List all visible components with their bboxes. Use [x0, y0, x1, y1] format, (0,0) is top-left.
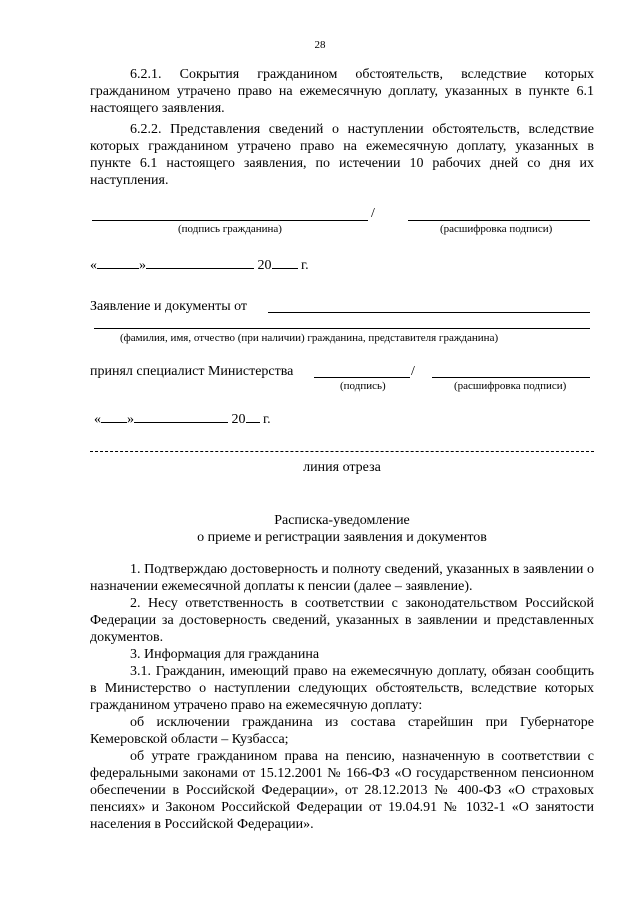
receipt-title: Расписка-уведомление [274, 513, 410, 528]
paragraph-6-2-2: 6.2.2. Представления сведений о наступлении обстоятельств, вследствие которых гражданином утрачено право на ежемесячную доплату, указанных в пункте 6.1 настоящего заявления, по истечении 10 рабочих дней со дня их наступления. [90, 122, 594, 188]
date-close-quote: » [139, 258, 146, 273]
month-blank [146, 256, 254, 269]
specialist-signature-line [314, 377, 410, 378]
specialist-slash: / [411, 364, 415, 379]
caption-specialist-signature: (подпись) [340, 380, 386, 392]
caption-specialist-decoding: (расшифровка подписи) [454, 380, 567, 392]
date-open-quote: « [94, 412, 101, 427]
month-blank [134, 410, 228, 423]
receipt-item-3-1: 3.1. Гражданин, имеющий право на ежемесячную доплату, обязан сообщить в Министерство о наступлении следующих обстоятельств, вследствие которых гражданином утрачено право на ежемесячную доплату: [90, 664, 594, 713]
receipt-subtitle: о приеме и регистрации заявления и документов [197, 530, 487, 545]
caption-citizen-signature: (подпись гражданина) [178, 223, 282, 235]
date-close-quote: » [127, 412, 134, 427]
decoding-line-citizen [408, 220, 590, 221]
receipt-item-2: 2. Несу ответственность в соответствии с законодательством Российской Федерации за достоверность сведений, указанных в заявлении и представленных документов. [90, 596, 594, 645]
cut-line [90, 451, 594, 452]
year-prefix: 20 [257, 258, 272, 273]
year-suffix: г. [301, 258, 309, 273]
fio-line [94, 328, 590, 329]
signature-line-citizen [92, 220, 368, 221]
day-blank [97, 256, 139, 269]
date-line-2 [94, 410, 271, 428]
year-prefix: 20 [231, 412, 246, 427]
receipt-item-3: 3. Информация для гражданина [130, 647, 320, 662]
signature-slash: / [371, 206, 375, 221]
application-from-line [268, 312, 590, 313]
day-blank [101, 410, 127, 423]
cut-line-label: линия отреза [303, 460, 381, 475]
receipt-item-pension: об утрате гражданином права на пенсию, назначенную в соответствии с федеральными законами от 15.12.2001 № 166-ФЗ «О государственном пенсионном обеспечении в Российской Федерации», от 28.12.2013 № 400-ФЗ «О страховых пенсиях» и Законом Российской Федерации от 19.04.91 № 1032-1 «О занятости населения в Российской Федерации». [90, 749, 594, 832]
receipt-item-elders: об исключении гражданина из состава старейшин при Губернаторе Кемеровской области – Кузбасса; [90, 715, 594, 747]
page-number: 28 [314, 39, 326, 51]
date-open-quote: « [90, 258, 97, 273]
caption-fio: (фамилия, имя, отчество (при наличии) гражданина, представителя гражданина) [120, 332, 499, 344]
specialist-label: принял специалист Министерства [90, 364, 294, 379]
paragraph-6-2-1: 6.2.1. Сокрытия гражданином обстоятельств, вследствие которых гражданином утрачено право на ежемесячную доплату, указанных в пункте 6.1 настоящего заявления. [90, 67, 594, 116]
caption-citizen-decoding: (расшифровка подписи) [440, 223, 553, 235]
date-line-1 [90, 256, 309, 274]
receipt-item-1: 1. Подтверждаю достоверность и полноту сведений, указанных в заявлении о назначении ежемесячной доплаты к пенсии (далее – заявление). [90, 562, 594, 594]
specialist-decoding-line [432, 377, 590, 378]
year-suffix: г. [263, 412, 271, 427]
year-blank [246, 410, 260, 423]
year-blank [272, 256, 298, 269]
application-from-label: Заявление и документы от [90, 299, 248, 314]
